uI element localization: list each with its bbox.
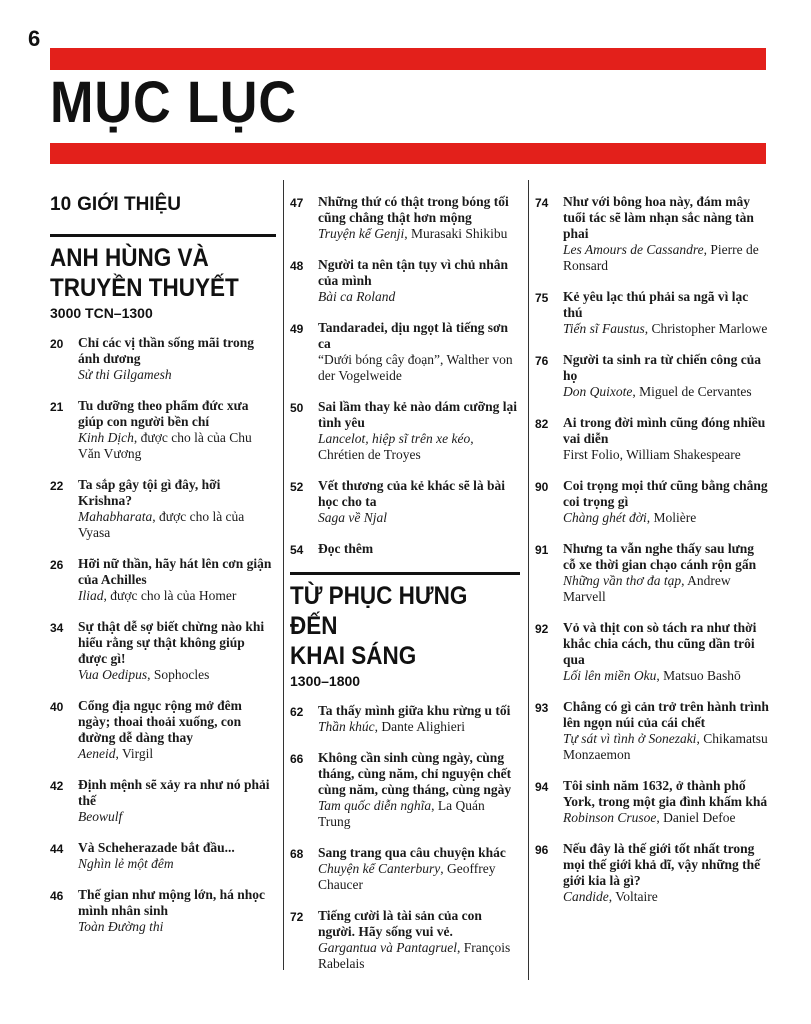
toc-page-number: 44 xyxy=(50,842,64,856)
section-title-line: TRUYỀN THUYẾT xyxy=(50,274,239,302)
toc-page-number: 42 xyxy=(50,779,64,793)
toc-entry-source xyxy=(563,731,769,763)
toc-entry-work-title: Nghìn lẻ một đêm xyxy=(78,856,174,871)
toc-entry-source xyxy=(78,667,276,683)
toc-page-number: 48 xyxy=(290,259,304,273)
toc-entry-source xyxy=(318,861,520,893)
toc-entry[interactable] xyxy=(535,415,769,463)
toc-entry-body xyxy=(78,477,276,541)
section-header xyxy=(50,234,276,321)
toc-entry-title: Như với bông hoa này, đám mây tuổi tác sẽ làm nhạn sắc nàng tàn phai xyxy=(563,194,754,241)
toc-entry[interactable] xyxy=(50,477,276,541)
toc-page-number: 90 xyxy=(535,480,549,494)
toc-page-number: 22 xyxy=(50,479,64,493)
toc-entry-work-title: Lancelot, hiệp sĩ trên xe kéo xyxy=(318,431,471,446)
toc-entry-title: Sang trang qua câu chuyện khác xyxy=(318,845,506,860)
toc-entry[interactable] xyxy=(535,620,769,684)
toc-entry-title: Chỉ các vị thần sống mãi trong ánh dương xyxy=(78,335,255,366)
toc-entry-work-title: Iliad xyxy=(78,588,104,603)
toc-entry-title: Định mệnh sẽ xảy ra như nó phải thế xyxy=(78,777,270,808)
toc-entry-body xyxy=(563,541,769,605)
toc-entry[interactable] xyxy=(290,320,520,384)
toc-entry[interactable] xyxy=(50,777,276,825)
red-band-top xyxy=(50,48,766,70)
toc-entry-source xyxy=(563,384,769,400)
toc-entry-source xyxy=(318,719,520,735)
toc-entry-work-title: Lối lên miền Oku xyxy=(563,668,657,683)
toc-entry[interactable] xyxy=(50,398,276,462)
toc-entry-work-title: Tiến sĩ Faustus xyxy=(563,321,645,336)
toc-entry-work-title: Truyện kể Genji xyxy=(318,226,405,241)
toc-entry-author: “Dưới bóng cây đoạn”, Walther von der Vogelweide xyxy=(318,352,513,383)
toc-entry[interactable] xyxy=(290,194,520,242)
toc-entry-body xyxy=(563,620,769,684)
toc-entry-title: Đọc thêm xyxy=(318,541,374,556)
toc-entry-source xyxy=(318,289,520,305)
toc-entry-work-title: Thần khúc xyxy=(318,719,375,734)
toc-page-number: 91 xyxy=(535,543,549,557)
toc-entry-author: , La Quán Trung xyxy=(318,798,485,829)
toc-entry[interactable] xyxy=(535,478,769,526)
toc-entry-body xyxy=(318,541,520,557)
toc-entry-work-title: Những vần thơ đa tạp xyxy=(563,573,682,588)
toc-entry-title: Cổng địa ngục rộng mở đêm ngày; thoai thoải xuống, con đường dễ dàng thay xyxy=(78,698,242,745)
toc-entry-source xyxy=(318,510,520,526)
toc-entry-source xyxy=(563,242,769,274)
toc-entry[interactable] xyxy=(290,478,520,526)
toc-entry-author: , Christopher Marlowe xyxy=(644,321,768,336)
toc-entry-title: Ta thấy mình giữa khu rừng u tối xyxy=(318,703,511,718)
section-title-line: TỪ PHỤC HƯNG ĐẾN xyxy=(290,582,468,640)
toc-entry-author: First Folio, William Shakespeare xyxy=(563,447,741,462)
toc-entry-body xyxy=(563,289,769,337)
toc-entry-title: Vỏ và thịt con sò tách ra như thời khắc chia cách, thu cũng dần trôi qua xyxy=(563,620,757,667)
section-title-line: ANH HÙNG VÀ xyxy=(50,244,209,272)
toc-column-3 xyxy=(535,182,769,920)
toc-entry-body xyxy=(318,399,520,463)
toc-entry-source xyxy=(78,809,276,825)
toc-entry-body xyxy=(78,335,276,383)
section-years: 3000 TCN–1300 xyxy=(50,305,153,321)
toc-column-1 xyxy=(50,182,276,950)
toc-entry-body xyxy=(563,194,769,274)
toc-entry-body xyxy=(78,698,276,762)
toc-entry-body xyxy=(78,777,276,825)
toc-entry-author: , Voltaire xyxy=(608,889,658,904)
toc-entry-source xyxy=(563,668,769,684)
toc-page-number: 82 xyxy=(535,417,549,431)
toc-entry-work-title: Bài ca Roland xyxy=(318,289,396,304)
toc-entry-list xyxy=(290,194,520,557)
toc-entry-author: , François Rabelais xyxy=(318,940,511,971)
toc-entry-source xyxy=(318,798,520,830)
toc-entry-list xyxy=(535,194,769,905)
toc-entry-title: Sai lầm thay kẻ nào dám cưỡng lại tình yêu xyxy=(318,399,517,430)
toc-entry-title: Vết thương của kẻ khác sẽ là bài học cho ta xyxy=(318,478,505,509)
toc-entry-source xyxy=(563,889,769,905)
toc-entry-source xyxy=(318,940,520,972)
toc-entry-work-title: Aeneid xyxy=(78,746,116,761)
toc-page-number: 76 xyxy=(535,354,549,368)
toc-entry[interactable] xyxy=(290,399,520,463)
toc-entry-title: Ta sắp gây tội gì đây, hỡi Krishna? xyxy=(78,477,221,508)
toc-entry-title: Nhưng ta vẫn nghe thấy sau lưng cỗ xe thời gian chạo cánh rộn gấn xyxy=(563,541,757,572)
toc-entry-body xyxy=(318,257,520,305)
toc-page-number: 46 xyxy=(50,889,64,903)
toc-entry[interactable] xyxy=(535,841,769,905)
toc-entry-title: Tandaradei, dịu ngọt là tiếng sơn ca xyxy=(318,320,509,351)
toc-page-number: 50 xyxy=(290,401,304,415)
toc-entry-title: Sự thật dễ sợ biết chừng nào khi hiểu rằng sự thật không giúp được gì! xyxy=(78,619,265,666)
toc-entry-author: , Geoffrey Chaucer xyxy=(318,861,496,892)
toc-entry[interactable] xyxy=(50,698,276,762)
toc-entry-body xyxy=(318,908,520,972)
toc-entry[interactable] xyxy=(50,887,276,935)
toc-entry-author: , Molière xyxy=(646,510,697,525)
toc-entry-author: , Andrew Marvell xyxy=(563,573,731,604)
toc-entry-body xyxy=(563,778,769,826)
toc-entry-author: , Sophocles xyxy=(147,667,210,682)
toc-page-number: 34 xyxy=(50,621,64,635)
toc-entry-work-title: Saga về Njal xyxy=(318,510,387,525)
toc-entry[interactable] xyxy=(535,699,769,763)
toc-entry-body xyxy=(78,619,276,683)
toc-entry-body xyxy=(318,478,520,526)
toc-entry-work-title: Robinson Crusoe xyxy=(563,810,657,825)
toc-entry-source xyxy=(318,431,520,463)
toc-entry-work-title: Les Amours de Cassandre xyxy=(563,242,704,257)
toc-entry-source xyxy=(563,447,769,463)
toc-entry-body xyxy=(563,699,769,763)
toc-entry-body xyxy=(78,556,276,604)
toc-entry[interactable] xyxy=(290,750,520,830)
toc-page-number: 94 xyxy=(535,780,549,794)
toc-entry-author: , được cho là của Vyasa xyxy=(78,509,245,540)
toc-entry-title: Nếu đây là thế giới tốt nhất trong mọi thế giới khả dĩ, vậy những thế giới kia là gì? xyxy=(563,841,761,888)
toc-entry-work-title: Sử thi Gilgamesh xyxy=(78,367,172,382)
toc-entry-source xyxy=(78,856,276,872)
toc-entry-source xyxy=(563,321,769,337)
toc-entry-title: Hỡi nữ thần, hãy hát lên cơn giận của Achilles xyxy=(78,556,272,587)
toc-column-2 xyxy=(290,182,520,987)
toc-entry-title: Không cần sinh cùng ngày, cùng tháng, cùng năm, chỉ nguyện chết cùng năm, cùng tháng, cùng ngày xyxy=(318,750,512,797)
toc-page-number: 93 xyxy=(535,701,549,715)
toc-entry-work-title: Beowulf xyxy=(78,809,123,824)
toc-entry-source xyxy=(563,510,769,526)
toc-entry-author: , Murasaki Shikibu xyxy=(404,226,508,241)
toc-entry-title: Tu dưỡng theo phẩm đức xưa giúp con người bền chí xyxy=(78,398,249,429)
toc-entry[interactable] xyxy=(50,335,276,383)
column-divider xyxy=(528,180,529,980)
toc-entry[interactable] xyxy=(535,541,769,605)
section-title-line: KHAI SÁNG xyxy=(290,642,417,670)
toc-entry-source xyxy=(78,588,276,604)
toc-entry-work-title: Vua Oedipus xyxy=(78,667,148,682)
toc-page-number: 96 xyxy=(535,843,549,857)
toc-page-number: 20 xyxy=(50,337,64,351)
section-title xyxy=(50,243,253,303)
toc-intro[interactable] xyxy=(50,194,276,216)
toc-entry-work-title: Chuyện kể Canterbury xyxy=(318,861,441,876)
toc-entry-list xyxy=(50,335,276,935)
page-number: 6 xyxy=(28,26,41,51)
toc-entry-title: Kẻ yêu lạc thú phải sa ngã vì lạc thú xyxy=(563,289,749,320)
toc-entry[interactable] xyxy=(50,619,276,683)
toc-entry-body xyxy=(78,887,276,935)
toc-entry-source xyxy=(78,430,276,462)
section-header xyxy=(290,572,520,689)
toc-entry-title: Ai trong đời mình cũng đóng nhiều vai diễn xyxy=(563,415,766,446)
toc-entry[interactable] xyxy=(535,289,769,337)
toc-entry-author: , Dante Alighieri xyxy=(374,719,465,734)
toc-page-number: 47 xyxy=(290,196,304,210)
toc-entry-work-title: Candide xyxy=(563,889,609,904)
toc-page-number: 54 xyxy=(290,543,304,557)
toc-entry-source xyxy=(563,573,769,605)
toc-entry-author: , Daniel Defoe xyxy=(656,810,736,825)
toc-page-number: 74 xyxy=(535,196,549,210)
toc-entry-body xyxy=(318,320,520,384)
toc-entry[interactable] xyxy=(535,194,769,274)
toc-entry-title: Người ta sinh ra từ chiến công của họ xyxy=(563,352,762,383)
section-title xyxy=(290,581,497,671)
toc-page-number: 26 xyxy=(50,558,64,572)
section-years: 1300–1800 xyxy=(290,673,361,689)
toc-page-number: 62 xyxy=(290,705,304,719)
toc-entry-title: Thế gian như mộng lớn, há nhọc mình nhân sinh xyxy=(78,887,266,918)
toc-entry-work-title: Tự sát vì tình ở Sonezaki xyxy=(563,731,697,746)
toc-entry-work-title: Toàn Đường thi xyxy=(78,919,164,934)
toc-entry-body xyxy=(78,398,276,462)
toc-entry-body xyxy=(318,703,520,735)
toc-entry-source xyxy=(318,226,520,242)
toc-entry[interactable] xyxy=(290,257,520,305)
toc-page-number: 21 xyxy=(50,400,64,414)
toc-entry[interactable] xyxy=(290,908,520,972)
toc-entry-source xyxy=(78,919,276,935)
toc-entry-author: , Virgil xyxy=(115,746,154,761)
toc-entry-body xyxy=(563,841,769,905)
toc-entry-work-title: Kinh Dịch xyxy=(78,430,134,445)
toc-entry[interactable] xyxy=(535,778,769,826)
toc-entry-author: , Matsuo Bashō xyxy=(656,668,741,683)
page-title: MỤC LỤC xyxy=(50,70,297,135)
toc-entry-title: Và Scheherazade bắt đầu... xyxy=(78,840,235,855)
toc-entry-list xyxy=(290,703,520,972)
toc-entry-work-title: Mahabharata xyxy=(78,509,153,524)
toc-entry-author: , Chikamatsu Monzaemon xyxy=(563,731,768,762)
toc-page-number: 49 xyxy=(290,322,304,336)
toc-page-number: 68 xyxy=(290,847,304,861)
toc-entry-author: , Chrétien de Troyes xyxy=(318,431,474,462)
toc-entry-author: , được cho là của Homer xyxy=(103,588,237,603)
toc-entry-source xyxy=(563,810,769,826)
toc-entry-work-title: Tam quốc diễn nghĩa xyxy=(318,798,432,813)
toc-intro-label: GIỚI THIỆU xyxy=(77,194,181,215)
toc-entry-author: , được cho là của Chu Văn Vương xyxy=(78,430,252,461)
toc-entry-work-title: Gargantua và Pantagruel xyxy=(318,940,457,955)
toc-entry[interactable] xyxy=(290,703,520,735)
toc-page-number: 40 xyxy=(50,700,64,714)
toc-page-number: 52 xyxy=(290,480,304,494)
toc-entry-title: Tiếng cười là tài sản của con người. Hãy sống vui vẻ. xyxy=(318,908,482,939)
toc-entry-body xyxy=(318,750,520,830)
toc-entry-title: Tôi sinh năm 1632, ở thành phố York, trong một gia đình khấm khá xyxy=(563,778,768,809)
toc-entry-body xyxy=(318,845,520,893)
toc-entry-source xyxy=(78,746,276,762)
toc-entry-source xyxy=(318,352,520,384)
toc-entry-title: Những thứ có thật trong bóng tối cũng chẳng thật hơn mộng xyxy=(318,194,509,225)
toc-entry-source xyxy=(78,367,276,383)
toc-entry[interactable] xyxy=(290,541,520,557)
toc-entry-title: Chẳng có gì cản trở trên hành trình lên ngọn núi của cái chết xyxy=(563,699,769,730)
column-divider xyxy=(283,180,284,970)
toc-entry-body xyxy=(563,415,769,463)
toc-entry[interactable] xyxy=(535,352,769,400)
toc-entry-title: Người ta nên tận tụy vì chủ nhân của mình xyxy=(318,257,508,288)
toc-page-number: 75 xyxy=(535,291,549,305)
toc-entry-source xyxy=(78,509,276,541)
toc-page-number: 10 xyxy=(50,194,72,215)
toc-entry-author: , Pierre de Ronsard xyxy=(563,242,759,273)
toc-entry-body xyxy=(78,840,276,872)
toc-entry-work-title: Don Quixote xyxy=(563,384,633,399)
toc-entry-title: Coi trọng mọi thứ cũng bằng chẳng coi trọng gì xyxy=(563,478,768,509)
toc-entry[interactable] xyxy=(50,840,276,872)
toc-page-number: 92 xyxy=(535,622,549,636)
red-band-bottom xyxy=(50,143,766,164)
toc-page-number: 72 xyxy=(290,910,304,924)
toc-entry-body xyxy=(563,478,769,526)
toc-entry-body xyxy=(563,352,769,400)
toc-entry-author: , Miguel de Cervantes xyxy=(632,384,752,399)
toc-entry-work-title: Chàng ghét đời xyxy=(563,510,647,525)
toc-page-number: 66 xyxy=(290,752,304,766)
toc-entry[interactable] xyxy=(50,556,276,604)
toc-entry[interactable] xyxy=(290,845,520,893)
toc-entry-body xyxy=(318,194,520,242)
